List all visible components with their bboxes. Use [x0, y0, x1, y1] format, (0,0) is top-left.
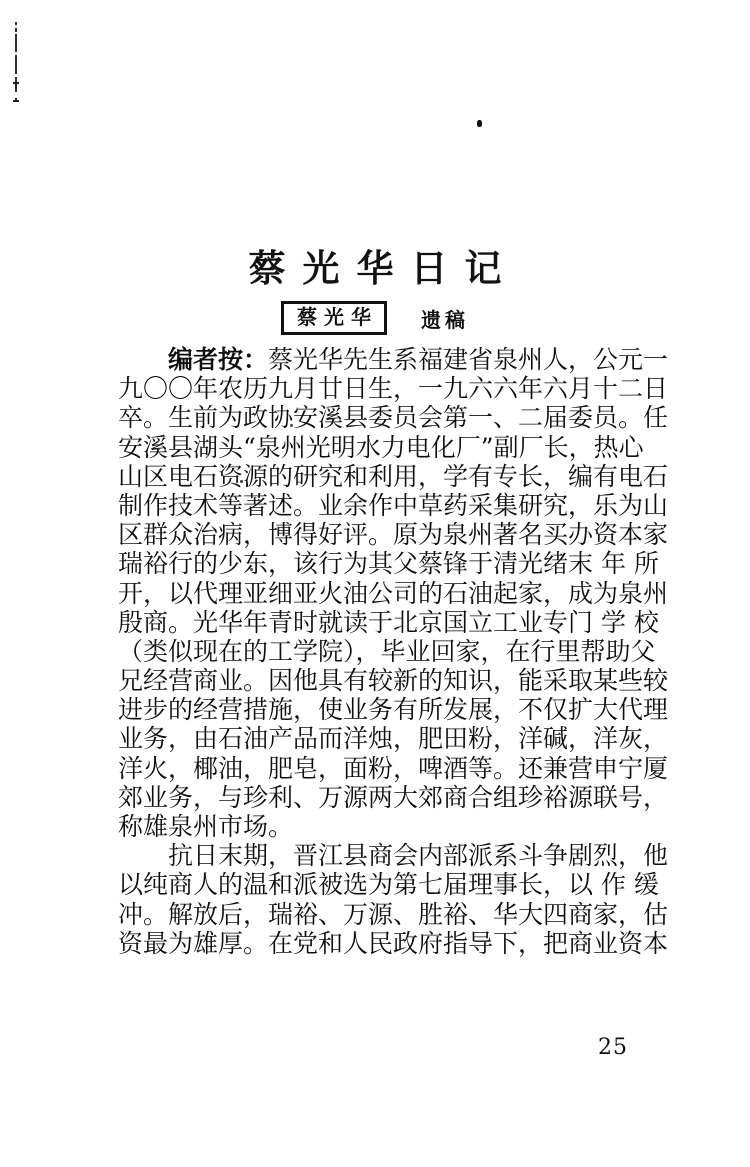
text-line: [118, 607, 659, 637]
title-block: [0, 248, 750, 289]
scan-edge-artifact-tick: [13, 100, 19, 102]
text-line: 进步的经营措施，使业务有所发展，不仅扩大代理: [118, 695, 669, 725]
page-title: 蔡光华日记: [248, 246, 519, 290]
paragraph-wartime-chamber: [118, 841, 669, 958]
editor-note-label: 编者按：: [168, 345, 269, 374]
text-line: 资最为雄厚。在党和人民政府指导下，把商业资本: [118, 928, 669, 958]
text-line: 开，以代理亚细亚火油公司的石油起家，成为泉州: [118, 578, 669, 608]
manuscript-kind-label: 遗稿: [421, 307, 469, 332]
text-line-part: 以纯商人的温和派被选为第七届理事: [118, 870, 519, 900]
text-line-rest: 蔡光华先生系福建省泉州人，公元一: [268, 345, 669, 374]
text-line: 抗日末期，晋江县商会内部派系斗争剧烈，他: [168, 841, 669, 871]
text-line: 九〇〇年农历九月廿日生，一九六六年六月十二日: [118, 374, 669, 404]
scan-edge-artifact-line: [15, 22, 17, 102]
text-line-part: 瑞裕行的少东，该行为其父蔡锋于清光绪: [118, 549, 569, 579]
text-line: 业务，由石油产品而洋烛，肥田粉，洋碱，洋灰，: [118, 724, 669, 754]
text-line: [118, 345, 669, 374]
text-line: [118, 870, 659, 900]
text-line: 称雄泉州市场。: [118, 812, 294, 841]
byline: [0, 301, 750, 335]
scan-edge-artifact-tick: [13, 82, 19, 84]
author-name-box: 蔡光华: [281, 301, 387, 335]
text-line-part: 殷商。光华年青时就读于北京国立工业专: [118, 607, 569, 637]
text-line: 卒。生前为政协安溪县委员会第一、二届委员。任: [118, 403, 669, 433]
body-text-column: [118, 345, 669, 958]
ink-speck: [477, 120, 482, 127]
text-line-part: 长，以 作 缓: [518, 870, 659, 900]
text-line: 山区电石资源的研究和利用，学有专长，编有电石: [118, 461, 669, 491]
text-line-part: 末 年 所: [568, 549, 659, 579]
text-line: （类似现在的工学院），毕业回家，在行里帮助父: [118, 636, 656, 666]
text-line: 洋火，椰油，肥皂，面粉，啤酒等。还兼营申宁厦: [118, 753, 669, 783]
text-line: 区群众治病，博得好评。原为泉州著名买办资本家: [118, 520, 669, 550]
text-line: 制作技术等著述。业余作中草药采集研究，乐为山: [118, 490, 669, 520]
text-line: 冲。解放后，瑞裕、万源、胜裕、华大四商家，估: [118, 899, 669, 929]
text-line: 安溪县湖头“泉州光明水力电化厂”副厂长，热心: [118, 432, 644, 462]
page-number: 25: [598, 1035, 628, 1060]
text-line-part: 门 学 校: [568, 607, 659, 637]
text-line: [118, 549, 659, 579]
text-line: 兄经营商业。因他具有较新的知识，能采取某些较: [118, 666, 669, 696]
text-line: 郊业务，与珍利、万源两大郊商合组珍裕源联号，: [118, 782, 669, 812]
paragraph-editor-note: [118, 345, 669, 841]
